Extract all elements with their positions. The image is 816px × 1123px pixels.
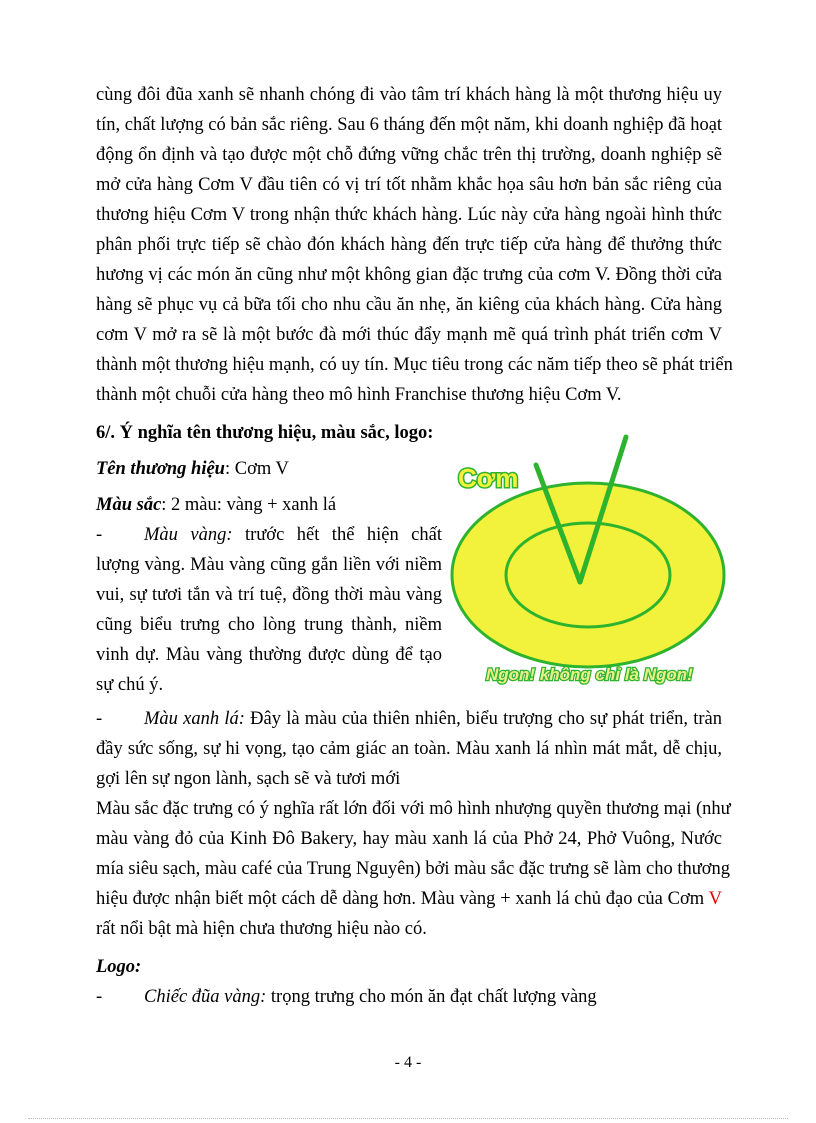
colors-label: Màu sắc — [96, 495, 162, 515]
green-line: gợi lên sự ngon lành, sạch sẽ và tươi mới — [96, 769, 401, 789]
intro-line: cùng đôi đũa xanh sẽ nhanh chóng đi vào tâm trí khách hàng là một thương hiệu uy — [96, 85, 722, 105]
green-label: Màu xanh lá: — [144, 709, 245, 729]
intro-line: hương vị các món ăn cũng như một không gian đặc trưng của cơm V. Đồng thời cửa — [96, 265, 722, 285]
summary-line: Màu sắc đặc trưng có ý nghĩa rất lớn đối với mô hình nhượng quyền thương mại (như — [96, 799, 731, 819]
brand-name-label: Tên thương hiệu — [96, 459, 225, 479]
intro-line: động ổn định và tạo được một chỗ đứng vững chắc trên thị trường, doanh nghiệp sẽ — [96, 145, 722, 165]
summary-line: hiệu được nhận biết một cách dễ dàng hơn. Màu vàng + xanh lá chủ đạo của Cơm — [96, 889, 705, 909]
logo-word: Cơm — [458, 463, 519, 493]
chopstick-dash: - — [96, 987, 103, 1007]
green-dash: - — [96, 709, 103, 729]
yellow-line: vinh dự. Màu vàng thường được dùng để tạo — [96, 645, 442, 665]
chopstick-label: Chiếc đũa vàng: — [144, 987, 267, 1007]
section-heading: 6/. Ý nghĩa tên thương hiệu, màu sắc, logo: — [96, 423, 434, 443]
summary-last-line: rất nổi bật mà hiện chưa thương hiệu nào có. — [96, 919, 427, 939]
yellow-line: vui, sự tươi tắn và trí tuệ, đồng thời màu vàng — [96, 585, 442, 605]
summary-line-with-red-v — [96, 886, 722, 912]
yellow-line: sự chú ý. — [96, 675, 164, 695]
intro-line: cơm V mở ra sẽ là một bước đà mới thúc đẩy mạnh mẽ quá trình phát triển cơm V — [96, 325, 722, 345]
red-v-letter: V — [708, 889, 723, 909]
logo-inner-plate — [506, 523, 670, 627]
colors-line — [96, 492, 336, 518]
com-v-logo — [448, 425, 728, 695]
chopstick-text: trọng trưng cho món ăn đạt chất lượng vàng — [266, 987, 597, 1007]
intro-line: phân phối trực tiếp sẽ chào đón khách hàng đến trực tiếp cửa hàng để thưởng thức — [96, 235, 722, 255]
yellow-first-line — [144, 522, 442, 548]
yellow-line: lượng vàng. Màu vàng cũng gắn liền với niềm — [96, 555, 442, 575]
intro-line: thành một thương hiệu mạnh, có uy tín. Mục tiêu trong các năm tiếp theo sẽ phát triển — [96, 355, 733, 375]
logo-slogan: Ngon! không chỉ là Ngon! — [486, 665, 693, 684]
yellow-dash: - — [96, 525, 103, 545]
intro-line: tín, chất lượng có bản sắc riêng. Sau 6 tháng đến một năm, khi doanh nghiệp đã hoạt — [96, 115, 723, 135]
summary-line: màu vàng đỏ của Kinh Đô Bakery, hay màu xanh lá của Phở 24, Phở Vuông, Nước — [96, 829, 722, 849]
intro-line: hàng sẽ phục vụ cả bữa tối cho nhu cầu ăn nhẹ, ăn kiêng của khách hàng. Cửa hàng — [96, 295, 722, 315]
green-line: đầy sức sống, sự hi vọng, tạo cảm giác an toàn. Màu xanh lá nhìn mát mắt, dễ chịu, — [96, 739, 722, 759]
summary-line: mía siêu sạch, màu café của Trung Nguyên) bởi màu sắc đặc trưng sẽ làm cho thương — [96, 859, 731, 879]
yellow-first-text: trước hết thể hiện chất — [232, 525, 442, 545]
brand-name-value: : Cơm V — [224, 459, 289, 479]
chopstick-line — [144, 984, 597, 1010]
logo-heading: Logo: — [96, 957, 142, 977]
page-bottom-divider — [28, 1118, 788, 1119]
colors-value: : 2 màu: vàng + xanh lá — [161, 495, 337, 515]
yellow-label: Màu vàng: — [144, 525, 233, 545]
intro-line: thương hiệu Cơm V trong nhận thức khách hàng. Lúc này cửa hàng ngoài hình thức — [96, 205, 722, 225]
brand-name-line — [96, 456, 289, 482]
intro-line: mở cửa hàng Cơm V đầu tiên có vị trí tốt nhằm khắc họa sâu hơn bản sắc riêng của — [96, 175, 722, 195]
green-first-line — [144, 706, 722, 732]
green-first-text: Đây là màu của thiên nhiên, biểu trượng cho sự phát triển, tràn — [244, 709, 722, 729]
yellow-line: cũng biểu trưng cho lòng trung thành, niềm — [96, 615, 442, 635]
page-number: - 4 - — [394, 1054, 422, 1071]
intro-line: thành một chuỗi cửa hàng theo mô hình Franchise thương hiệu Cơm V. — [96, 385, 622, 405]
